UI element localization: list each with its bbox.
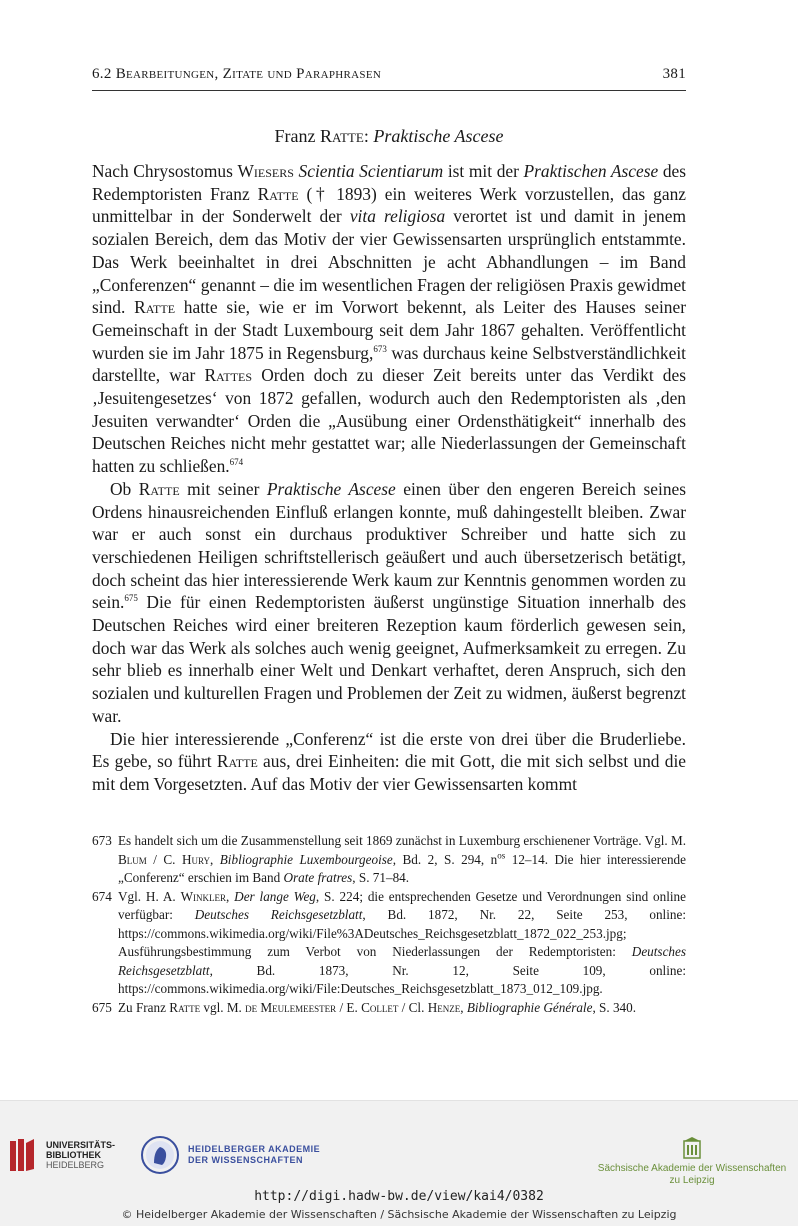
italic-run: Orate fratres [283,870,353,885]
title-prefix: Franz [274,126,321,146]
copyright-notice: © Heidelberger Akademie der Wissenschaften / Sächsische Akademie der Wissenschaften zu Leipzig [121,1208,677,1221]
text-run: († 1893) ein weiteres Werk vorzustellen, das ganz unmittelbar in der Sonderwelt der [92,183,686,227]
italic-run: Scientia Scientiarum [298,161,444,181]
text-run: Die für einen Redemptoristen äußerst ungünstige Situation innerhalb des Deutschen Reiches wird einer breiteren Rezeption kaum förderlich gewesen sein, doch war das Werk als solches auch wenig geeignet, Aufmerksamkeit zu erregen. Zu sehr blieb es innerhalb einer Welt und Denkart verhaftet, deren Anspruch, sich den sozialen und kulturellen Fragen und Problemen der Zeit zu widmen, äußerst begrenzt war. [92,592,686,726]
footnote-number: 674 [92,888,112,904]
italic-run: Bibliographie Luxembourgeoise [219,851,393,867]
saw-building-icon [683,1137,701,1159]
author-name: Ratte [216,751,258,772]
text-run: Vgl. H. A. [118,888,181,904]
text-run: Nach Chrysostomus [92,161,238,181]
text-run: Ob [110,478,139,499]
body-text [92,160,686,796]
digitization-footer [0,1100,798,1226]
author-name: Ratte [134,297,176,318]
italic-run: Deutsches Reichsgesetzblatt [194,907,363,922]
italic-run: vita religiosa [349,206,446,227]
text-run: , Bd. 2, S. 294, n [392,851,498,867]
section-title [92,126,686,147]
ub-heidelberg-logo[interactable] [8,1135,115,1175]
paragraph [92,160,686,478]
text-run: aus, drei Einheiten: die mit Gott, die mit sich selbst und die mit dem Vorgesetzten. Auf das Motiv der vier Gewissensarten kommt [92,751,686,794]
author-name: Blum [118,851,147,867]
saw-leipzig-logo[interactable] [592,1137,792,1187]
title-separator: : [363,126,374,146]
text-run: Orden doch zu dieser Zeit bereits unter das Verdikt des ‚Jesuitengesetzes‘ von 1872 gefallen, wodurch auch den Redemptoristen als ‚den Jesuiten verwandter‘ Orden die „Ausübung einer Ordensthätigkeit“ innerhalb des Deutschen Reiches nicht mehr gestattet war; alle Niederlassungen der Gemeinschaft hatten zu schließen. [92,365,686,477]
footnote-ref[interactable]: 673 [373,343,387,354]
author-name: Ratte [138,478,180,499]
ub-logo-text [46,1140,115,1170]
title-author: Ratte [320,126,364,146]
text-run: verortet ist und damit in jenem sozialen Bereich, dem das Motiv der vier Gewissensarten ursprünglich entstammte. Das Werk beeinhaltet in drei Abschnitten je acht Abhandlungen – im Band „Conferenzen“ genannt – die im wesentlichen Fragen der religiösen Praxis gewidmet sind. [92,206,686,318]
hadw-seal-icon [140,1135,180,1175]
text-run: 12–14. Die hier interessierende „Conferenz“ erschien im Band [118,851,687,885]
text-run: hatte sie, wie er im Vorwort bekennt, als Leiter des Hauses seiner Gemeinschaft in der Stadt Luxembourg seit dem Jahr 1867 gehalten. Veröffentlicht wurden sie im Jahr 1875 in Regensburg, [92,297,686,363]
author-name: de Meulemeester [245,999,337,1015]
text-run: Zu Franz [118,999,170,1015]
running-head [92,66,686,83]
footnote-number: 673 [92,833,112,848]
saw-logo-text [592,1163,792,1187]
text-run: einen über den engeren Bereich seines Ordens hinausreichenden Einfluß erlangen konnte, muß dahingestellt bleiben. Zwar war er auch sonst ein durchaus produktiver Schreiber und hatte sich zu verschiedenen Heiligen schriftstellerisch geäußert und auch übersetzerisch betätigt, doch scheint das hier interessierende Werk kaum zur Kenntnis genommen worden zu sein. [92,478,686,613]
text-run: , S. 71–84. [352,870,410,885]
header-rule [92,90,686,91]
text-run: / C. [146,851,182,867]
hadw-logo[interactable] [140,1135,320,1175]
italic-run: Bibliographie Générale [466,999,593,1015]
footnotes [92,832,686,1017]
text-run: , S. 224; die entsprechenden Gesetze und Verordnungen sind online verfügbar: [118,888,687,922]
text-run: ist mit der [443,161,524,181]
text-run: was durchaus keine Selbstverständlichkeit darstellte, war [92,342,686,386]
text-run: , [226,888,235,904]
footnote-text [118,888,686,999]
author-name: Winkler [180,888,227,904]
footnote [92,999,686,1018]
saw-line-1: Sächsische Akademie der Wissenschaften [597,1163,787,1174]
author-name: Henze [427,999,461,1015]
author-name: Rattes [204,365,253,386]
text-run: , Bd. 1872, Nr. 22, Seite 253, online: https://commons.wikimedia.org/wiki/File%3ADeutsches_Reichsgesetzblatt_1872_022_253.jpg; Ausführungsbestimmung zum Verbot von Niederlassungen der Redemptoristen: [118,907,686,959]
hadw-line-1: HEIDELBERGER AKADEMIE [188,1144,321,1154]
italic-run: Praktischen Ascese [523,161,659,181]
hadw-logo-text [188,1144,320,1166]
paragraph [92,728,686,796]
text-run: , [209,851,220,867]
ub-line-1: UNIVERSITÄTS- [46,1140,116,1150]
text-run: / E. [336,999,362,1015]
italic-run: Deutsches Reichsgesetzblatt [118,944,686,978]
author-name: Ratte [169,999,201,1015]
author-name: Hury [181,851,210,867]
ub-line-3: HEIDELBERG [46,1160,105,1170]
author-name: Wiesers [237,161,294,181]
text-run: des Redemptoristen Franz [92,161,687,204]
italic-run: Der lange Weg [234,888,316,904]
footnote [92,888,686,999]
text-run: , Bd. 1873, Nr. 12, Seite 109, online: https://commons.wikimedia.org/wiki/File:Deutsches_Reichsgesetzblatt_1873_012_109.jpg. [118,962,686,996]
paragraph [92,478,686,728]
italic-run: Praktische Ascese [266,478,396,499]
footnote-text [118,832,686,888]
text-run: vgl. M. [200,999,246,1015]
running-head-section: 6.2 Bearbeitungen, Zitate und Paraphrasen [92,66,382,82]
author-name: Collet [361,999,399,1015]
text-run: / Cl. [398,999,428,1015]
footnote-ref[interactable]: 675 [124,593,138,604]
title-work: Praktische Ascese [373,126,504,146]
author-name: Ratte [257,183,299,204]
ub-book-icon [8,1135,38,1175]
text-run: Es handelt sich um die Zusammenstellung seit 1869 zunächst in Luxemburg erschienener Vorträge. Vgl. M. [118,833,686,848]
page-number: 381 [662,66,686,82]
permalink-url[interactable]: http://digi.hadw-bw.de/view/kai4/0382 [254,1189,544,1204]
hadw-line-2: DER WISSENSCHAFTEN [188,1155,304,1165]
text-run: , S. 340. [592,999,637,1015]
text-run: Die hier interessierende „Conferenz“ ist die erste von drei über die Bruderliebe. Es gebe, so führt [92,728,686,772]
footnote-ref[interactable]: os [497,850,506,861]
ub-line-2: BIBLIOTHEK [46,1150,101,1160]
saw-line-2: zu Leipzig [669,1175,715,1186]
text-run: , [460,999,467,1015]
text-run: mit seiner [179,478,267,499]
footnote-ref[interactable]: 674 [229,457,244,468]
footnote [92,832,686,888]
footnote-number: 675 [92,999,112,1015]
footnote-text [118,999,686,1018]
